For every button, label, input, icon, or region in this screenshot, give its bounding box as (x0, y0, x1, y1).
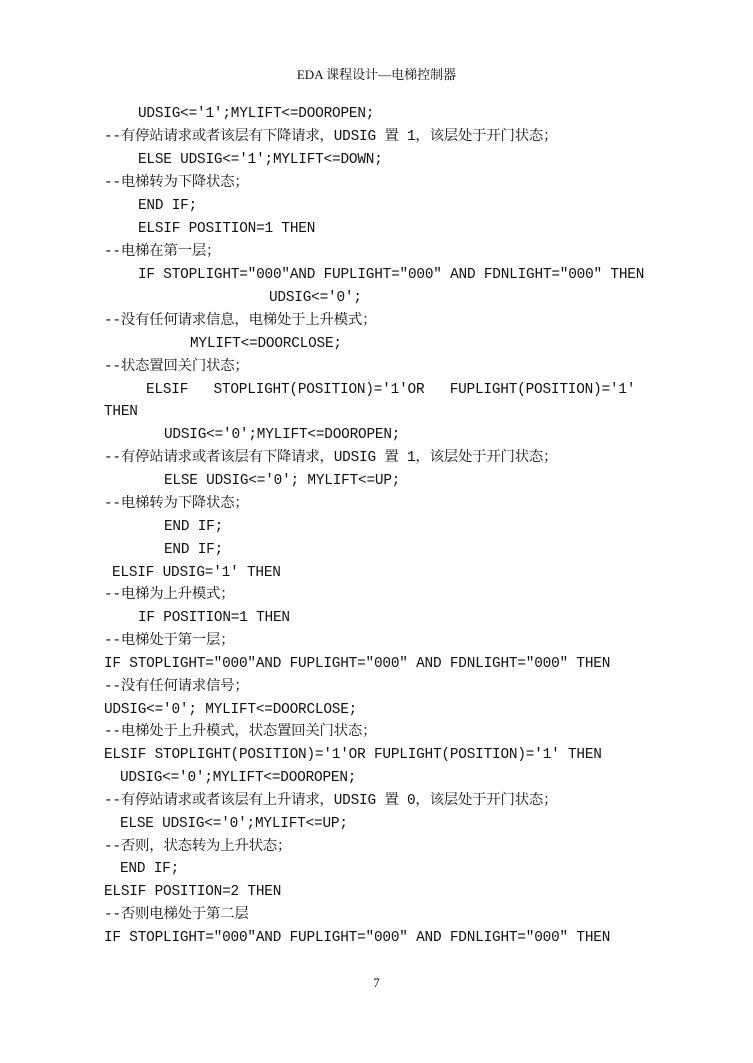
page-header: EDA 课程设计—电梯控制器 (296, 67, 457, 82)
code-line: ELSIF STOPLIGHT(POSITION)='1'OR FUPLIGHT(POSITION)='1' THEN (104, 747, 602, 763)
code-line: ELSIF STOPLIGHT(POSITION)='1'OR FUPLIGHT(POSITION)='1' (146, 382, 636, 398)
code-line: IF STOPLIGHT="000"AND FUPLIGHT="000" AND FDNLIGHT="000" THEN (138, 267, 645, 283)
code-line: IF POSITION=1 THEN (138, 610, 290, 626)
page-number: 7 (373, 975, 380, 990)
code-comment: --电梯为上升模式； (104, 587, 235, 603)
code-comment: --否则，状态转为上升状态； (104, 839, 292, 855)
code-line: END IF; (164, 542, 224, 558)
code-comment: --电梯转为下降状态； (104, 175, 249, 191)
code-comment: --有停站请求或者该层有上升请求，UDSIG 置 0，该层处于开门状态； (104, 793, 558, 809)
code-comment: --否则电梯处于第二层 (104, 907, 249, 923)
code-line: ELSIF UDSIG='1' THEN (112, 565, 281, 581)
code-line: UDSIG<='1';MYLIFT<=DOOROPEN; (138, 106, 375, 122)
code-line: ELSE UDSIG<='0';MYLIFT<=UP; (120, 816, 348, 832)
code-line: THEN (104, 404, 138, 420)
code-line: ELSIF POSITION=1 THEN (138, 221, 316, 237)
code-comment: --有停站请求或者该层有下降请求，UDSIG 置 1，该层处于开门状态； (104, 450, 558, 466)
code-line: MYLIFT<=DOORCLOSE; (190, 336, 342, 352)
code-line: UDSIG<='0';MYLIFT<=DOOROPEN; (120, 770, 357, 786)
code-line: END IF; (138, 198, 198, 214)
code-line: ELSIF POSITION=2 THEN (104, 884, 282, 900)
code-line: UDSIG<='0'; (269, 290, 362, 306)
code-comment: --状态置回关门状态； (104, 359, 249, 375)
code-line: IF STOPLIGHT="000"AND FUPLIGHT="000" AND FDNLIGHT="000" THEN (104, 930, 611, 946)
code-line: END IF; (120, 861, 180, 877)
code-comment: --没有任何请求信号； (104, 679, 249, 695)
code-comment: --电梯处于第一层； (104, 633, 235, 649)
code-line: IF STOPLIGHT="000"AND FUPLIGHT="000" AND FDNLIGHT="000" THEN (104, 656, 611, 672)
code-line: ELSE UDSIG<='0'; MYLIFT<=UP; (164, 473, 401, 489)
code-comment: --有停站请求或者该层有下降请求，UDSIG 置 1，该层处于开门状态； (104, 129, 558, 145)
code-line: END IF; (164, 519, 224, 535)
code-comment: --电梯转为下降状态； (104, 496, 249, 512)
code-line: ELSE UDSIG<='1';MYLIFT<=DOWN; (138, 152, 383, 168)
code-comment: --电梯处于上升模式，状态置回关门状态； (104, 724, 377, 740)
code-line: UDSIG<='0';MYLIFT<=DOOROPEN; (164, 427, 401, 443)
code-line: UDSIG<='0'; MYLIFT<=DOORCLOSE; (104, 702, 358, 718)
code-comment: --没有任何请求信息，电梯处于上升模式； (104, 313, 377, 329)
code-comment: --电梯在第一层； (104, 244, 221, 260)
